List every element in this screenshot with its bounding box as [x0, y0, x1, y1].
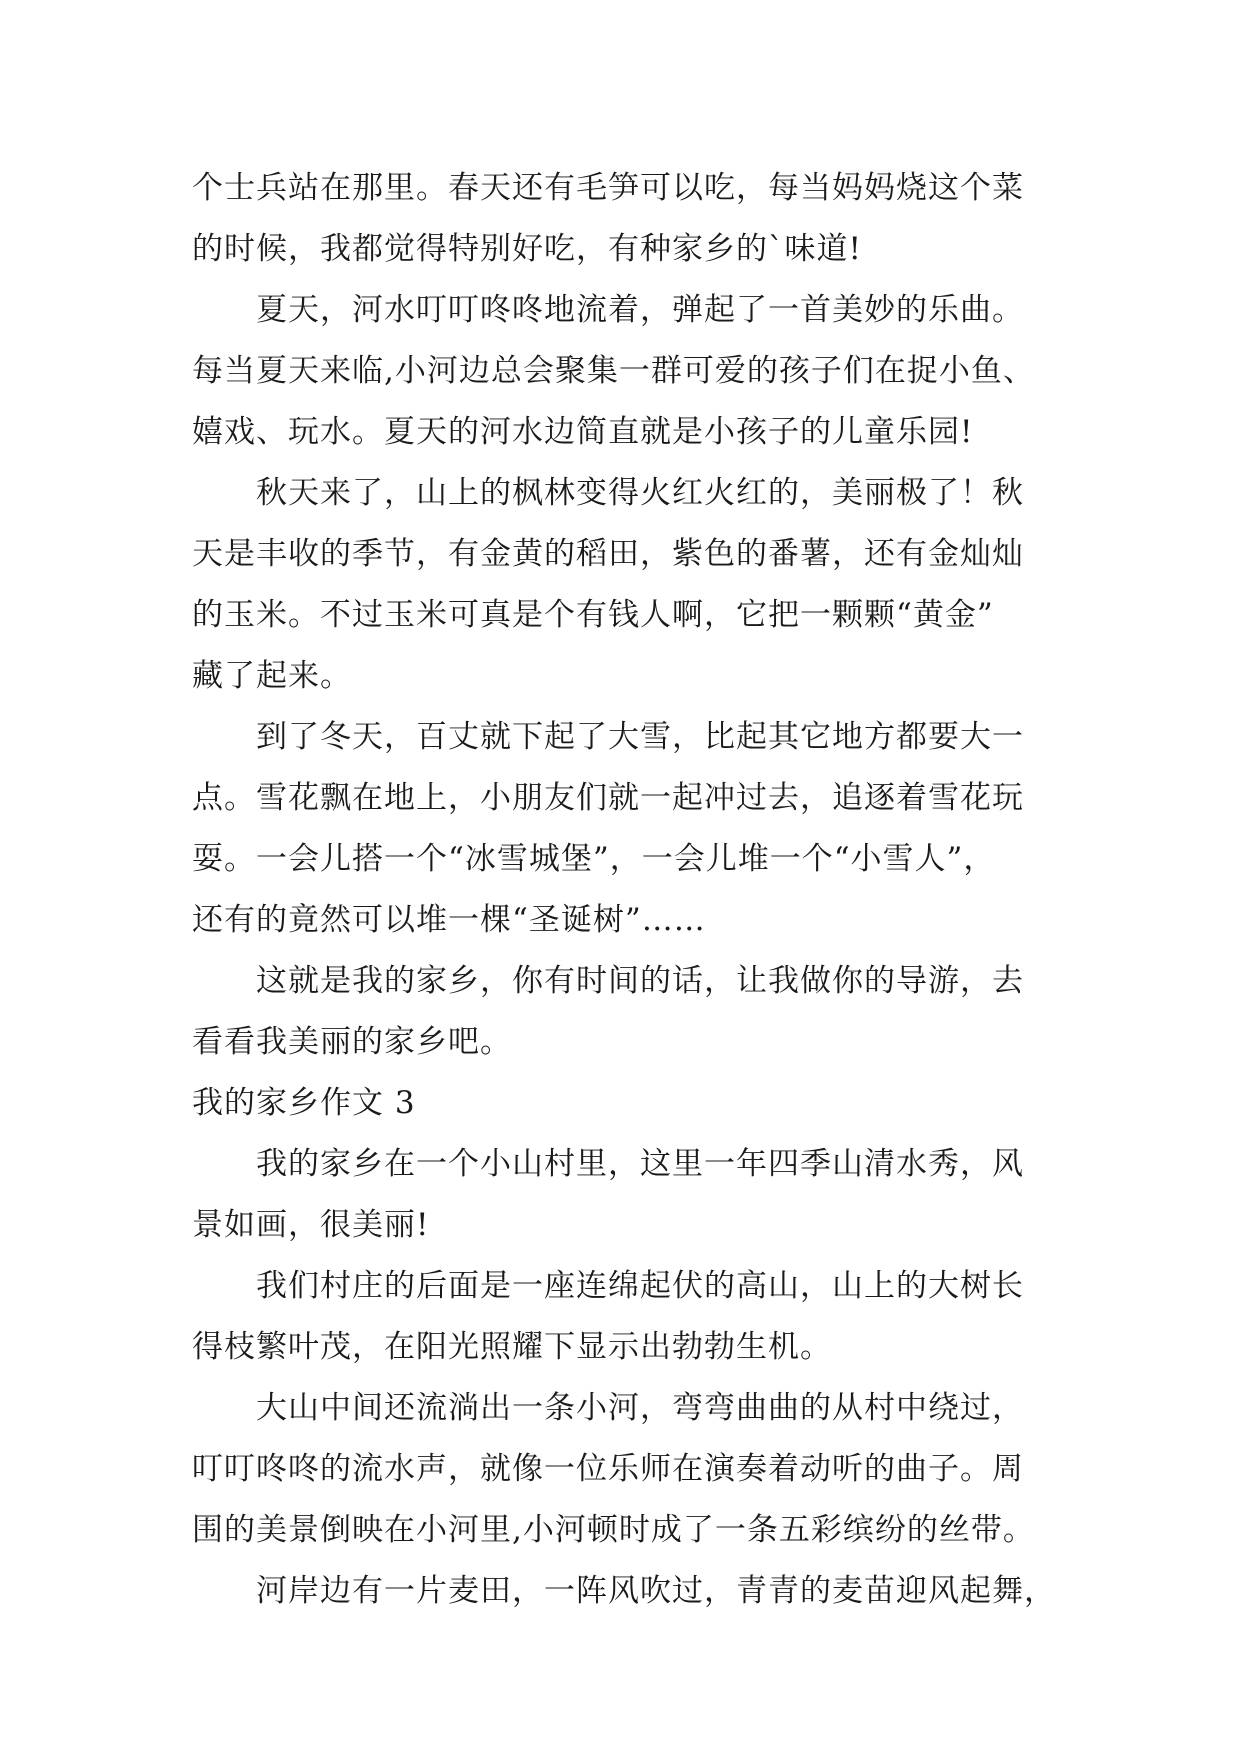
text-line: 藏了起来。 [192, 658, 352, 694]
text-line: 叮叮咚咚的流水声，就像一位乐师在演奏着动听的曲子。周 [192, 1451, 1024, 1487]
paragraph-start-line: 秋天来了，山上的枫林变得火红火红的，美丽极了！秋 [256, 475, 1024, 511]
text-line: 点。雪花飘在地上，小朋友们就一起冲过去，追逐着雪花玩 [192, 780, 1024, 816]
paragraph-start-line: 到了冬天，百丈就下起了大雪，比起其它地方都要大一 [256, 719, 1024, 755]
text-line: 每当夏天来临,小河边总会聚集一群可爱的孩子们在捉小鱼、 [192, 353, 1035, 389]
essay-text-column [192, 158, 1062, 1622]
text-line: 得枝繁叶茂，在阳光照耀下显示出勃勃生机。 [192, 1329, 832, 1365]
text-line: 景如画，很美丽! [192, 1207, 430, 1243]
paragraph-start-line: 大山中间还流淌出一条小河，弯弯曲曲的从村中绕过， [256, 1390, 1024, 1426]
text-line: 天是丰收的季节，有金黄的稻田，紫色的番薯，还有金灿灿 [192, 536, 1024, 572]
text-line: 个士兵站在那里。春天还有毛笋可以吃，每当妈妈烧这个菜 [192, 170, 1024, 206]
paragraph-start-line: 这就是我的家乡，你有时间的话，让我做你的导游，去 [256, 963, 1024, 999]
paragraph-start-line: 夏天，河水叮叮咚咚地流着，弹起了一首美妙的乐曲。 [256, 292, 1024, 328]
text-line: 围的美景倒映在小河里,小河顿时成了一条五彩缤纷的丝带。 [192, 1512, 1035, 1548]
paragraph-start-line: 我们村庄的后面是一座连绵起伏的高山，山上的大树长 [256, 1268, 1024, 1304]
text-line: 的玉米。不过玉米可真是个有钱人啊，它把一颗颗“黄金” [192, 597, 994, 633]
paragraph-start-line: 河岸边有一片麦田，一阵风吹过，青青的麦苗迎风起舞， [256, 1573, 1056, 1609]
text-line: 的时候，我都觉得特别好吃，有种家乡的`味道! [192, 231, 862, 267]
essay-heading: 我的家乡作文 3 [192, 1085, 416, 1121]
paragraph-start-line: 我的家乡在一个小山村里，这里一年四季山清水秀，风 [256, 1146, 1024, 1182]
text-line: 还有的竟然可以堆一棵“圣诞树”…… [192, 902, 706, 938]
text-line: 看看我美丽的家乡吧。 [192, 1024, 512, 1060]
text-line: 嬉戏、玩水。夏天的河水边简直就是小孩子的儿童乐园! [192, 414, 974, 450]
text-line: 耍。一会儿搭一个“冰雪城堡”，一会儿堆一个“小雪人”， [192, 841, 996, 877]
